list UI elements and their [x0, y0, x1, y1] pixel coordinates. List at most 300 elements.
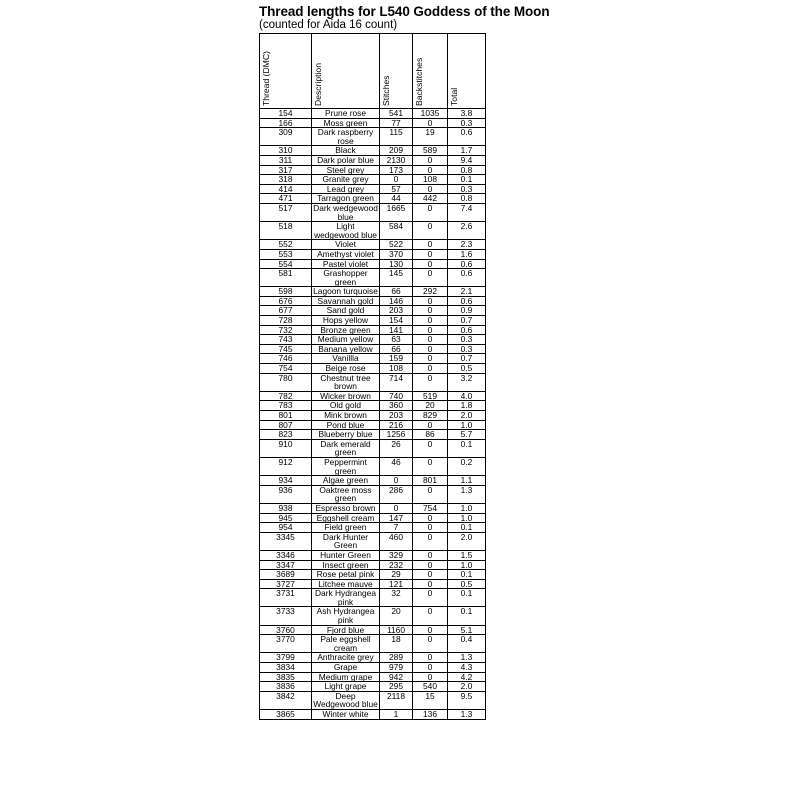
backstitch-count: 0 — [413, 203, 448, 221]
total-length: 4.2 — [448, 672, 486, 682]
table-row — [260, 430, 486, 440]
header-total-cell — [448, 34, 486, 109]
backstitch-count: 0 — [413, 240, 448, 250]
stitch-count: 0 — [380, 476, 413, 486]
table-row — [260, 532, 486, 550]
thread-number: 954 — [260, 523, 312, 533]
total-length: 1.0 — [448, 560, 486, 570]
table-row — [260, 503, 486, 513]
total-length: 9.5 — [448, 691, 486, 709]
header-description-cell — [312, 34, 380, 109]
table-row — [260, 203, 486, 221]
table-row — [260, 485, 486, 503]
stitch-count: 460 — [380, 532, 413, 550]
thread-number: 3865 — [260, 710, 312, 720]
stitch-count: 115 — [380, 128, 413, 146]
thread-description: Moss green — [312, 118, 380, 128]
backstitch-count: 0 — [413, 653, 448, 663]
backstitch-count: 15 — [413, 691, 448, 709]
table-row — [260, 550, 486, 560]
total-length: 2.3 — [448, 240, 486, 250]
table-row — [260, 672, 486, 682]
backstitch-count: 0 — [413, 589, 448, 607]
thread-number: 3727 — [260, 579, 312, 589]
total-length: 0.3 — [448, 335, 486, 345]
thread-description: Espresso brown — [312, 503, 380, 513]
table-row — [260, 184, 486, 194]
thread-number: 517 — [260, 203, 312, 221]
thread-description: Banana yellow — [312, 344, 380, 354]
total-length: 5.1 — [448, 625, 486, 635]
thread-description: Insect green — [312, 560, 380, 570]
stitch-count: 18 — [380, 635, 413, 653]
total-length: 0.7 — [448, 354, 486, 364]
thread-description: Steel grey — [312, 165, 380, 175]
thread-number: 3770 — [260, 635, 312, 653]
backstitch-count: 0 — [413, 364, 448, 374]
table-row — [260, 335, 486, 345]
total-length: 0.1 — [448, 175, 486, 185]
header-thread: Thread (DMC) — [261, 51, 271, 106]
total-length: 0.6 — [448, 296, 486, 306]
document-title: Thread lengths for L540 Goddess of the Moon — [259, 4, 550, 19]
thread-description: Chestnut tree brown — [312, 373, 380, 391]
thread-number: 936 — [260, 485, 312, 503]
thread-number: 3836 — [260, 682, 312, 692]
stitch-count: 77 — [380, 118, 413, 128]
thread-number: 3689 — [260, 570, 312, 580]
stitch-count: 154 — [380, 316, 413, 326]
thread-table — [259, 33, 486, 720]
backstitch-count: 108 — [413, 175, 448, 185]
thread-number: 317 — [260, 165, 312, 175]
header-thread-cell — [260, 34, 312, 109]
backstitch-count: 0 — [413, 457, 448, 475]
total-length: 2.0 — [448, 682, 486, 692]
total-length: 0.6 — [448, 128, 486, 146]
thread-number: 677 — [260, 306, 312, 316]
table-row — [260, 560, 486, 570]
stitch-count: 29 — [380, 570, 413, 580]
total-length: 1.8 — [448, 401, 486, 411]
table-row — [260, 287, 486, 297]
thread-number: 552 — [260, 240, 312, 250]
stitch-count: 541 — [380, 109, 413, 119]
backstitch-count: 0 — [413, 306, 448, 316]
table-row — [260, 420, 486, 430]
thread-number: 554 — [260, 259, 312, 269]
thread-description: Rose petal pink — [312, 570, 380, 580]
backstitch-count: 1035 — [413, 109, 448, 119]
thread-description: Anthracite grey — [312, 653, 380, 663]
backstitch-count: 0 — [413, 249, 448, 259]
thread-description: Pond blue — [312, 420, 380, 430]
stitch-count: 203 — [380, 306, 413, 316]
backstitch-count: 0 — [413, 296, 448, 306]
backstitch-count: 86 — [413, 430, 448, 440]
thread-description: Vanillla — [312, 354, 380, 364]
table-row — [260, 663, 486, 673]
stitch-count: 295 — [380, 682, 413, 692]
document-page — [259, 4, 549, 720]
thread-number: 801 — [260, 411, 312, 421]
header-total: Total — [449, 87, 459, 106]
stitch-count: 7 — [380, 523, 413, 533]
header-backstitches-cell — [413, 34, 448, 109]
total-length: 0.8 — [448, 165, 486, 175]
backstitch-count: 0 — [413, 663, 448, 673]
table-body — [260, 109, 486, 720]
thread-number: 934 — [260, 476, 312, 486]
thread-number: 310 — [260, 146, 312, 156]
stitch-count: 714 — [380, 373, 413, 391]
thread-description: Oaktree moss green — [312, 485, 380, 503]
thread-number: 166 — [260, 118, 312, 128]
stitch-count: 121 — [380, 579, 413, 589]
stitch-count: 146 — [380, 296, 413, 306]
thread-number: 728 — [260, 316, 312, 326]
backstitch-count: 0 — [413, 373, 448, 391]
backstitch-count: 0 — [413, 269, 448, 287]
thread-description: Beige rose — [312, 364, 380, 374]
thread-description: Hops yellow — [312, 316, 380, 326]
thread-number: 309 — [260, 128, 312, 146]
stitch-count: 66 — [380, 287, 413, 297]
backstitch-count: 0 — [413, 259, 448, 269]
thread-description: Dark Hydrangea pink — [312, 589, 380, 607]
table-row — [260, 570, 486, 580]
total-length: 1.0 — [448, 420, 486, 430]
table-row — [260, 165, 486, 175]
stitch-count: 329 — [380, 550, 413, 560]
thread-description: Field green — [312, 523, 380, 533]
thread-number: 311 — [260, 155, 312, 165]
thread-number: 3731 — [260, 589, 312, 607]
thread-description: Pastel violet — [312, 259, 380, 269]
thread-description: Algae green — [312, 476, 380, 486]
backstitch-count: 540 — [413, 682, 448, 692]
backstitch-count: 0 — [413, 420, 448, 430]
thread-number: 3346 — [260, 550, 312, 560]
backstitch-count: 0 — [413, 155, 448, 165]
thread-number: 912 — [260, 457, 312, 475]
table-row — [260, 296, 486, 306]
backstitch-count: 0 — [413, 513, 448, 523]
stitch-count: 1 — [380, 710, 413, 720]
stitch-count: 979 — [380, 663, 413, 673]
thread-number: 3799 — [260, 653, 312, 663]
stitch-count: 173 — [380, 165, 413, 175]
stitch-count: 147 — [380, 513, 413, 523]
thread-number: 945 — [260, 513, 312, 523]
table-row — [260, 118, 486, 128]
thread-description: Prune rose — [312, 109, 380, 119]
thread-number: 807 — [260, 420, 312, 430]
backstitch-count: 801 — [413, 476, 448, 486]
thread-number: 3733 — [260, 607, 312, 625]
thread-description: Dark polar blue — [312, 155, 380, 165]
backstitch-count: 589 — [413, 146, 448, 156]
backstitch-count: 0 — [413, 672, 448, 682]
backstitch-count: 0 — [413, 570, 448, 580]
table-row — [260, 513, 486, 523]
stitch-count: 159 — [380, 354, 413, 364]
thread-description: Light grape — [312, 682, 380, 692]
backstitch-count: 0 — [413, 439, 448, 457]
stitch-count: 32 — [380, 589, 413, 607]
total-length: 0.3 — [448, 344, 486, 354]
table-row — [260, 401, 486, 411]
total-length: 2.0 — [448, 411, 486, 421]
thread-number: 3347 — [260, 560, 312, 570]
backstitch-count: 829 — [413, 411, 448, 421]
table-row — [260, 607, 486, 625]
backstitch-count: 136 — [413, 710, 448, 720]
header-description: Description — [313, 63, 323, 106]
total-length: 0.1 — [448, 607, 486, 625]
thread-description: Grashopper green — [312, 269, 380, 287]
backstitch-count: 0 — [413, 625, 448, 635]
table-row — [260, 194, 486, 204]
thread-description: Hunter Green — [312, 550, 380, 560]
total-length: 0.7 — [448, 316, 486, 326]
thread-number: 745 — [260, 344, 312, 354]
table-row — [260, 691, 486, 709]
thread-description: Tarragon green — [312, 194, 380, 204]
backstitch-count: 19 — [413, 128, 448, 146]
total-length: 0.4 — [448, 635, 486, 653]
table-row — [260, 155, 486, 165]
thread-description: Medium yellow — [312, 335, 380, 345]
thread-number: 581 — [260, 269, 312, 287]
thread-number: 938 — [260, 503, 312, 513]
backstitch-count: 0 — [413, 335, 448, 345]
table-row — [260, 625, 486, 635]
total-length: 7.4 — [448, 203, 486, 221]
total-length: 1.3 — [448, 653, 486, 663]
total-length: 1.1 — [448, 476, 486, 486]
table-row — [260, 411, 486, 421]
backstitch-count: 0 — [413, 550, 448, 560]
thread-number: 414 — [260, 184, 312, 194]
thread-number: 471 — [260, 194, 312, 204]
table-row — [260, 635, 486, 653]
stitch-count: 1256 — [380, 430, 413, 440]
thread-number: 3842 — [260, 691, 312, 709]
total-length: 3.2 — [448, 373, 486, 391]
table-row — [260, 476, 486, 486]
stitch-count: 141 — [380, 325, 413, 335]
thread-description: Litchee mauve — [312, 579, 380, 589]
backstitch-count: 292 — [413, 287, 448, 297]
table-row — [260, 364, 486, 374]
thread-description: Medium grape — [312, 672, 380, 682]
backstitch-count: 0 — [413, 485, 448, 503]
total-length: 0.1 — [448, 589, 486, 607]
thread-number: 3345 — [260, 532, 312, 550]
header-stitches-cell — [380, 34, 413, 109]
backstitch-count: 0 — [413, 635, 448, 653]
total-length: 0.6 — [448, 325, 486, 335]
stitch-count: 0 — [380, 175, 413, 185]
stitch-count: 44 — [380, 194, 413, 204]
total-length: 0.2 — [448, 457, 486, 475]
stitch-count: 145 — [380, 269, 413, 287]
backstitch-count: 0 — [413, 523, 448, 533]
thread-description: Savannah gold — [312, 296, 380, 306]
total-length: 1.0 — [448, 503, 486, 513]
stitch-count: 1160 — [380, 625, 413, 635]
backstitch-count: 0 — [413, 118, 448, 128]
stitch-count: 286 — [380, 485, 413, 503]
thread-number: 154 — [260, 109, 312, 119]
header-backstitches: Backstitches — [414, 57, 424, 106]
stitch-count: 216 — [380, 420, 413, 430]
total-length: 0.6 — [448, 269, 486, 287]
thread-description: Mink brown — [312, 411, 380, 421]
stitch-count: 20 — [380, 607, 413, 625]
stitch-count: 1665 — [380, 203, 413, 221]
total-length: 0.1 — [448, 570, 486, 580]
stitch-count: 2130 — [380, 155, 413, 165]
thread-number: 3834 — [260, 663, 312, 673]
total-length: 0.3 — [448, 118, 486, 128]
thread-description: Violet — [312, 240, 380, 250]
thread-number: 782 — [260, 391, 312, 401]
thread-number: 780 — [260, 373, 312, 391]
table-row — [260, 240, 486, 250]
table-row — [260, 589, 486, 607]
total-length: 2.1 — [448, 287, 486, 297]
stitch-count: 0 — [380, 503, 413, 513]
stitch-count: 26 — [380, 439, 413, 457]
thread-number: 553 — [260, 249, 312, 259]
thread-description: Peppermint green — [312, 457, 380, 475]
stitch-count: 360 — [380, 401, 413, 411]
thread-number: 3760 — [260, 625, 312, 635]
backstitch-count: 0 — [413, 354, 448, 364]
total-length: 0.5 — [448, 579, 486, 589]
stitch-count: 209 — [380, 146, 413, 156]
stitch-count: 584 — [380, 222, 413, 240]
backstitch-count: 754 — [413, 503, 448, 513]
stitch-count: 57 — [380, 184, 413, 194]
table-row — [260, 146, 486, 156]
thread-description: Sand gold — [312, 306, 380, 316]
total-length: 1.3 — [448, 710, 486, 720]
backstitch-count: 0 — [413, 165, 448, 175]
table-row — [260, 710, 486, 720]
table-row — [260, 175, 486, 185]
thread-description: Fjord blue — [312, 625, 380, 635]
total-length: 1.7 — [448, 146, 486, 156]
stitch-count: 46 — [380, 457, 413, 475]
table-row — [260, 316, 486, 326]
stitch-count: 232 — [380, 560, 413, 570]
thread-number: 783 — [260, 401, 312, 411]
thread-description: Dark Hunter Green — [312, 532, 380, 550]
table-row — [260, 128, 486, 146]
table-row — [260, 653, 486, 663]
thread-description: Wicker brown — [312, 391, 380, 401]
stitch-count: 63 — [380, 335, 413, 345]
table-row — [260, 391, 486, 401]
thread-description: Lead grey — [312, 184, 380, 194]
thread-number: 598 — [260, 287, 312, 297]
thread-description: Eggshell cream — [312, 513, 380, 523]
backstitch-count: 0 — [413, 316, 448, 326]
thread-number: 318 — [260, 175, 312, 185]
total-length: 1.3 — [448, 485, 486, 503]
thread-description: Dark emerald green — [312, 439, 380, 457]
total-length: 1.6 — [448, 249, 486, 259]
table-row — [260, 354, 486, 364]
stitch-count: 522 — [380, 240, 413, 250]
total-length: 1.5 — [448, 550, 486, 560]
thread-description: Black — [312, 146, 380, 156]
total-length: 4.3 — [448, 663, 486, 673]
total-length: 0.9 — [448, 306, 486, 316]
table-row — [260, 682, 486, 692]
header-stitches: Stitches — [381, 75, 391, 106]
table-row — [260, 457, 486, 475]
thread-description: Old gold — [312, 401, 380, 411]
thread-description: Pale eggshell cream — [312, 635, 380, 653]
total-length: 5.7 — [448, 430, 486, 440]
total-length: 9.4 — [448, 155, 486, 165]
total-length: 0.6 — [448, 259, 486, 269]
total-length: 1.0 — [448, 513, 486, 523]
table-row — [260, 249, 486, 259]
thread-number: 823 — [260, 430, 312, 440]
backstitch-count: 0 — [413, 184, 448, 194]
stitch-count: 130 — [380, 259, 413, 269]
table-row — [260, 579, 486, 589]
thread-description: Winter white — [312, 710, 380, 720]
table-row — [260, 269, 486, 287]
total-length: 0.8 — [448, 194, 486, 204]
table-row — [260, 306, 486, 316]
backstitch-count: 0 — [413, 560, 448, 570]
thread-description: Dark wedgewood blue — [313, 203, 378, 222]
thread-number: 743 — [260, 335, 312, 345]
table-row — [260, 439, 486, 457]
thread-description: Dark raspberry rose — [312, 128, 380, 146]
total-length: 0.5 — [448, 364, 486, 374]
table-row — [260, 373, 486, 391]
thread-description: Bronze green — [312, 325, 380, 335]
thread-number: 754 — [260, 364, 312, 374]
backstitch-count: 0 — [413, 222, 448, 240]
total-length: 2.0 — [448, 532, 486, 550]
table-header-row — [260, 34, 486, 109]
thread-number: 910 — [260, 439, 312, 457]
stitch-count: 942 — [380, 672, 413, 682]
table-row — [260, 344, 486, 354]
thread-description: Granite grey — [312, 175, 380, 185]
total-length: 3.8 — [448, 109, 486, 119]
thread-description: Ash Hydrangea pink — [312, 607, 380, 625]
total-length: 0.3 — [448, 184, 486, 194]
stitch-count: 2118 — [380, 691, 413, 709]
thread-description: Light wedgewood blue — [312, 222, 380, 240]
thread-number: 518 — [260, 222, 312, 240]
thread-number: 746 — [260, 354, 312, 364]
stitch-count: 66 — [380, 344, 413, 354]
table-row — [260, 259, 486, 269]
thread-description: Amethyst violet — [312, 249, 380, 259]
total-length: 2.6 — [448, 222, 486, 240]
